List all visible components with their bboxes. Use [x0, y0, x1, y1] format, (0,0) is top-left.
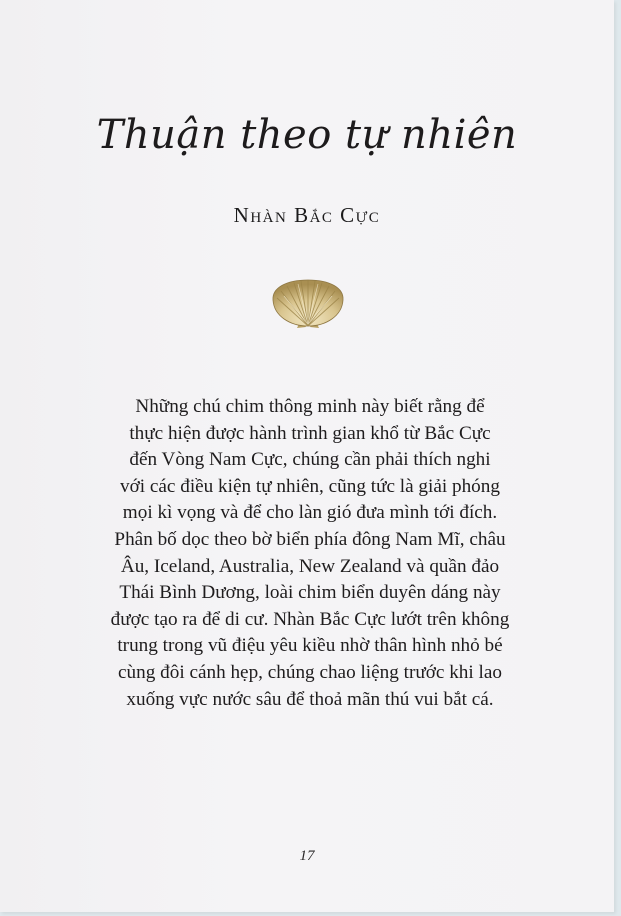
page-title: Thuận theo tự nhiên: [96, 112, 518, 158]
body-paragraph: [60, 394, 560, 713]
body-line: xuống vực nước sâu để thoả mãn thú vui bắt cá.: [126, 688, 494, 710]
body-line: trung trong vũ điệu yêu kiều nhờ thân hình nhỏ bé: [117, 635, 503, 657]
scallop-shell-icon: [268, 276, 348, 332]
page-number: 17: [299, 848, 315, 864]
body-line: thực hiện được hành trình gian khổ từ Bắc Cực: [129, 422, 491, 444]
body-line: cùng đôi cánh hẹp, chúng chao liệng trước khi lao: [118, 661, 502, 683]
body-line: được tạo ra để di cư. Nhàn Bắc Cực lướt trên không: [110, 608, 510, 630]
body-line: Những chú chim thông minh này biết rằng để: [135, 396, 485, 417]
body-line: đến Vòng Nam Cực, chúng cần phải thích nghi: [129, 449, 491, 471]
body-line: Âu, Iceland, Australia, New Zealand và quần đảo: [120, 555, 500, 577]
body-line: với các điều kiện tự nhiên, cũng tức là giải phóng: [120, 475, 500, 497]
subject-heading: Nhàn Bắc Cực: [233, 203, 381, 227]
body-line: Thái Bình Dương, loài chim biển duyên dáng này: [119, 582, 501, 604]
body-line: mọi kì vọng và để cho làn gió đưa mình tới đích.: [122, 502, 498, 524]
body-line: Phân bố dọc theo bờ biển phía đông Nam Mĩ, châu: [114, 528, 506, 550]
